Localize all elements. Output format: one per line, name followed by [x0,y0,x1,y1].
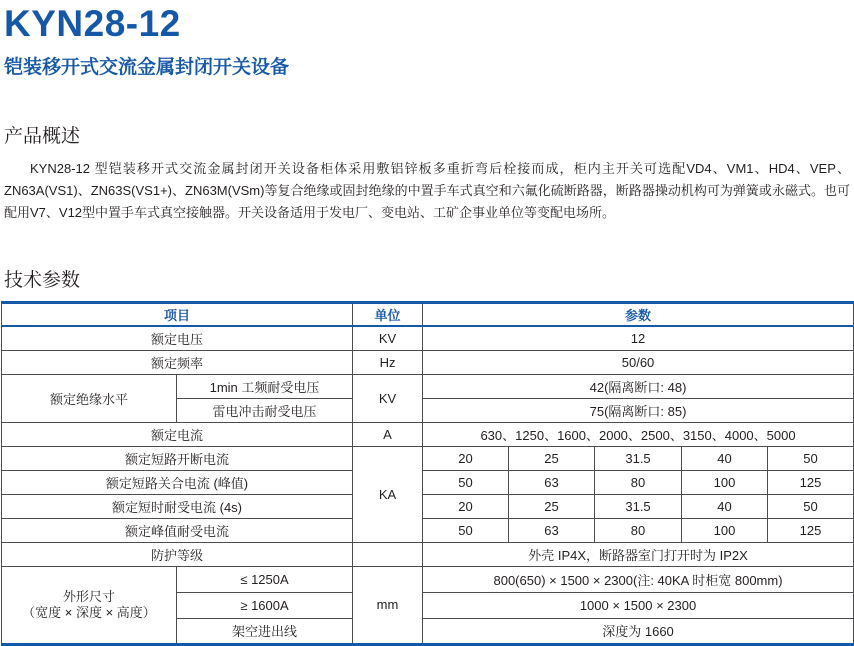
cell-value: 20 [423,446,509,470]
specs-table [1,301,854,646]
cell-sub-item: 雷电冲击耐受电压 [177,398,353,422]
cell-value: 50 [768,446,854,470]
cell-value: 1000 × 1500 × 2300 [423,592,854,618]
cell-sub-item: ≥ 1600A [177,592,353,618]
cell-value: 125 [768,470,854,494]
cell-value: 80 [595,470,682,494]
page-title: KYN28-12 [4,3,181,44]
row-breaking-current [2,446,854,470]
cell-sub-item: 1min 工频耐受电压 [177,374,353,398]
cell-value: 12 [423,326,854,350]
row-dimensions-le1250 [2,566,854,592]
cell-value: 630、1250、1600、2000、2500、3150、4000、5000 [423,422,854,446]
cell-value: 深度为 1660 [423,618,854,644]
cell-value: 20 [423,494,509,518]
cell-value: 63 [509,518,595,542]
cell-value: 40 [682,446,768,470]
cell-unit: KV [353,374,423,422]
specs-heading: 技术参数 [4,269,81,291]
col-header-param: 参数 [423,302,854,326]
overview-paragraph: KYN28-12 型铠装移开式交流金属封闭开关设备柜体采用敷铝锌板多重折弯后栓接而成，柜内主开关可选配VD4、VM1、HD4、VEP、ZN63A(VS1)、ZN63S(VS1+)、ZN63M(VSm)等复合绝缘或固封绝缘的中置手车式真空和六氟化硫断路器，断路器操动机构可为弹簧或永磁式。也可配用V7、V12型中置手车式真空接触器。开关设备适用于发电厂、变电站、工矿企事业单位等变配电场所。 [4,160,850,220]
dimensions-label-line1: 外形尺寸 [62,588,115,604]
table-header-row [2,302,854,326]
cell-value: 40 [682,494,768,518]
dimensions-label-line2: （宽度 × 深度 × 高度） [22,604,156,620]
cell-item: 额定绝缘水平 [2,374,177,422]
cell-unit: KA [353,446,423,542]
cell-value: 75(隔离断口: 85) [423,398,854,422]
cell-value: 63 [509,470,595,494]
col-header-item: 项目 [2,302,353,326]
cell-value: 42(隔离断口: 48) [423,374,854,398]
row-making-current [2,470,854,494]
cell-item: 防护等级 [2,542,353,566]
cell-value: 50/60 [423,350,854,374]
cell-value: 800(650) × 1500 × 2300(注: 40KA 时柜宽 800mm) [423,566,854,592]
row-protection-degree [2,542,854,566]
cell-value: 80 [595,518,682,542]
cell-value: 50 [423,470,509,494]
cell-unit: Hz [353,350,423,374]
cell-item: 额定峰值耐受电流 [2,518,353,542]
cell-value: 25 [509,446,595,470]
cell-unit: mm [353,566,423,644]
cell-value: 50 [423,518,509,542]
cell-item: 额定电流 [2,422,353,446]
cell-value: 50 [768,494,854,518]
cell-value: 31.5 [595,446,682,470]
col-header-unit: 单位 [353,302,423,326]
cell-value: 100 [682,518,768,542]
row-rated-voltage [2,326,854,350]
row-rated-frequency [2,350,854,374]
cell-value: 125 [768,518,854,542]
row-insulation-power-freq [2,374,854,398]
cell-value: 外壳 IP4X，断路器室门打开时为 IP2X [423,542,854,566]
cell-unit: A [353,422,423,446]
cell-sub-item: 架空进出线 [177,618,353,644]
cell-value: 31.5 [595,494,682,518]
cell-item: 额定短路开断电流 [2,446,353,470]
page-subtitle: 铠装移开式交流金属封闭开关设备 [4,56,290,78]
overview-heading: 产品概述 [4,125,81,147]
cell-value: 100 [682,470,768,494]
row-short-time-withstand [2,494,854,518]
cell-item [2,566,177,644]
row-rated-current [2,422,854,446]
cell-value: 25 [509,494,595,518]
cell-item: 额定短路关合电流 (峰值) [2,470,353,494]
cell-item: 额定频率 [2,350,353,374]
cell-unit [353,542,423,566]
row-peak-withstand [2,518,854,542]
cell-sub-item: ≤ 1250A [177,566,353,592]
cell-item: 额定电压 [2,326,353,350]
cell-unit: KV [353,326,423,350]
cell-item: 额定短时耐受电流 (4s) [2,494,353,518]
